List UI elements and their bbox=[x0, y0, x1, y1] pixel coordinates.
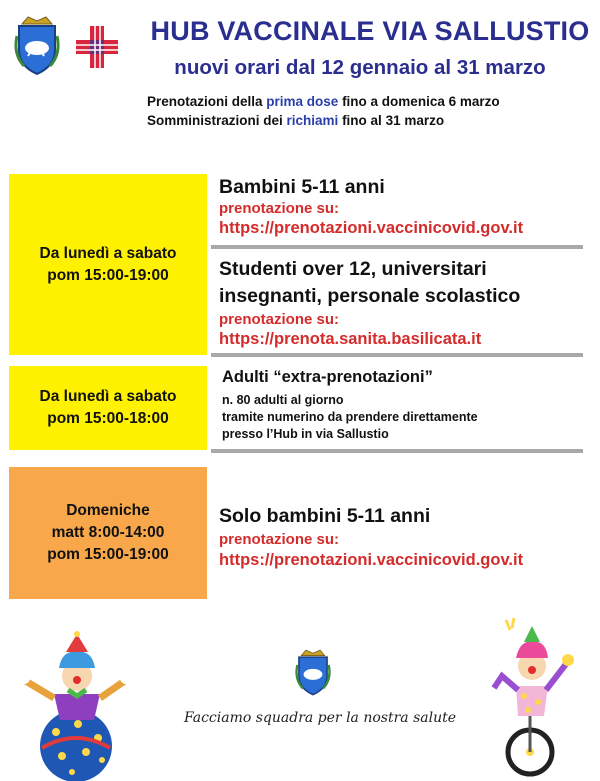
adults-heading: Adulti “extra-prenotazioni” bbox=[222, 368, 433, 386]
sunday-morning-hours: matt 8:00-14:00 bbox=[51, 524, 165, 541]
clown-on-ball-illustration bbox=[14, 628, 142, 781]
booster-text: Somministrazioni dei bbox=[147, 113, 287, 128]
first-dose-text: Prenotazioni della bbox=[147, 94, 267, 109]
children-booking-label: prenotazione su: bbox=[219, 200, 340, 217]
city-crest-footer-logo bbox=[295, 646, 331, 698]
sunday-booking-link[interactable]: https://prenotazioni.vaccinicovid.gov.it bbox=[219, 551, 524, 569]
booster-highlight: richiami bbox=[286, 113, 339, 128]
first-dose-highlight: prima dose bbox=[266, 94, 339, 109]
footer-slogan: Facciamo squadra per la nostra salute bbox=[183, 710, 457, 726]
booster-info bbox=[147, 113, 444, 128]
weekday-hours-label: pom 15:00-19:00 bbox=[47, 266, 169, 284]
sunday-days-label: Domeniche bbox=[66, 502, 150, 519]
page-title: HUB VACCINALE VIA SALLUSTIO bbox=[150, 16, 590, 46]
adults-quota: n. 80 adulti al giorno bbox=[222, 393, 344, 407]
booster-deadline: fino al 31 marzo bbox=[338, 113, 445, 128]
separator-line bbox=[211, 449, 583, 453]
adults-ticket-info: tramite numerino da prendere direttamente bbox=[222, 410, 478, 424]
extra-days-label: Da lunedì a sabato bbox=[39, 388, 177, 405]
clown-unicycle-illustration bbox=[486, 616, 586, 779]
weekday-schedule-box bbox=[9, 174, 207, 355]
page-subtitle: nuovi orari dal 12 gennaio al 31 marzo bbox=[174, 56, 546, 79]
separator-line bbox=[211, 245, 583, 249]
extra-hours-label: pom 15:00-18:00 bbox=[47, 410, 169, 427]
first-dose-info bbox=[147, 94, 500, 109]
sunday-booking-label: prenotazione su: bbox=[219, 531, 340, 548]
adults-location: presso l’Hub in via Sallustio bbox=[222, 427, 389, 441]
weekday-days-label: Da lunedì a sabato bbox=[39, 244, 177, 262]
weekday-extra-schedule-box bbox=[9, 366, 207, 450]
students-heading-line2: insegnanti, personale scolastico bbox=[219, 285, 521, 307]
sunday-schedule-box bbox=[9, 467, 207, 599]
students-booking-link[interactable]: https://prenota.sanita.basilicata.it bbox=[219, 330, 482, 348]
sunday-children-heading: Solo bambini 5-11 anni bbox=[219, 505, 431, 527]
health-agency-logo bbox=[74, 24, 120, 70]
students-booking-label: prenotazione su: bbox=[219, 311, 340, 328]
separator-line bbox=[211, 353, 583, 357]
sunday-afternoon-hours: pom 15:00-19:00 bbox=[47, 546, 169, 563]
children-heading: Bambini 5-11 anni bbox=[219, 176, 385, 198]
first-dose-deadline: fino a domenica 6 marzo bbox=[338, 94, 500, 109]
city-crest-logo bbox=[14, 14, 60, 76]
students-heading-line1: Studenti over 12, universitari bbox=[219, 258, 487, 280]
children-booking-link[interactable]: https://prenotazioni.vaccinicovid.gov.it bbox=[219, 219, 524, 237]
